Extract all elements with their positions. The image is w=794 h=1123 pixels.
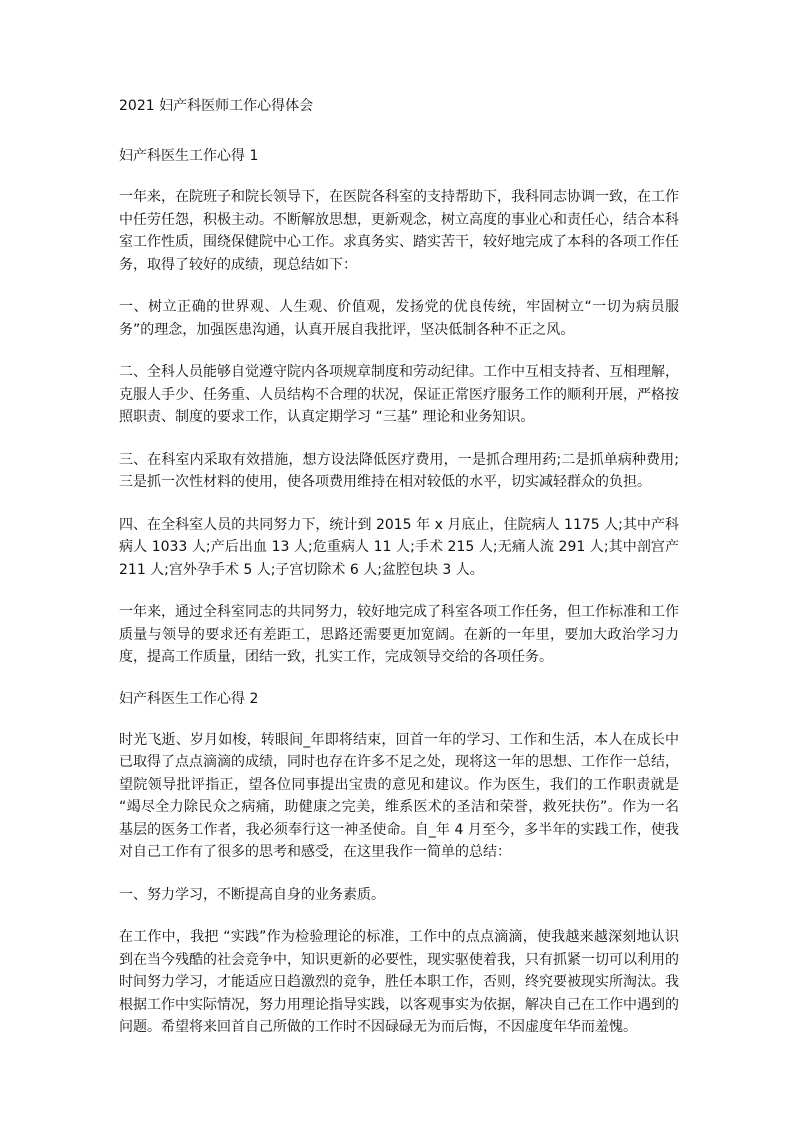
paragraph: 一年来，通过全科室同志的共同努力，较好地完成了科室各项工作任务，但工作标准和工作质量与领导的要求还有差距工，思路还需要更加宽阔。在新的一年里，要加大政治学习力度，提高工作质量，团结一致，扎实工作，完成领导交给的各项任务。 [119,604,679,665]
document-page [119,96,679,1059]
document-title: 2021 妇产科医师工作心得体会 [119,98,314,114]
paragraph: 二、全科人员能够自觉遵守院内各项规章制度和劳动纪律。工作中互相支持者、互相理解，克服人手少、任务重、人员结构不合理的状况，保证正常医疗服务工作的顺利开展，严格按照职责、制度的要求工作，认真定期学习 “三基” 理论和业务知识。 [119,364,679,425]
paragraph: 三、在科室内采取有效措施，想方设法降低医疗费用，一是抓合理用药;二是抓单病种费用;三是抓一次性材料的使用，使各项费用维持在相对较低的水平，切实减轻群众的负担。 [119,451,679,490]
section-heading-1: 妇产科医生工作心得 1 [119,148,259,164]
paragraph: 在工作中，我把 “实践”作为检验理论的标准，工作中的点点滴滴，使我越来越深刻地认识到在当今残酷的社会竞争中，知识更新的必要性，现实驱使着我，只有抓紧一切可以利用的时间努力学习，才能适应日趋激烈的竞争，胜任本职工作，否则，终究要被现实所淘汰。我根据工作中实际情况，努力用理论指导实践，以客观事实为依据，解决自己在工作中遇到的问题。希望将来回首自己所做的工作时不因碌碌无为而后悔，不因虚度年华而羞愧。 [119,929,679,1035]
paragraph: 一、树立正确的世界观、人生观、价值观，发扬党的优良传统，牢固树立“一切为病员服务”的理念，加强医患沟通，认真开展自我批评，坚决低制各种不正之风。 [119,299,679,338]
paragraph: 时光飞逝、岁月如梭，转眼间_年即将结束，回首一年的学习、工作和生活，本人在成长中已取得了点点滴滴的成绩，同时也存在许多不足之处，现将这一年的思想、工作作一总结，望院领导批评指正，望各位同事提出宝贵的意见和建议。作为医生，我们的工作职责就是 “竭尽全力除民众之病痛，助健康之完美，维系医术的圣洁和荣誉，救死扶伤”。作为一名基层的医务工作者，我必须奉行这一神圣使命。自_年 4 月至今，多半年的实践工作，使我对自己工作有了很多的思考和感受，在这里我作一简单的总结： [119,731,679,860]
paragraph: 四、在全科室人员的共同努力下，统计到 2015 年 x 月底止，住院病人 1175 人;其中产科病人 1033 人;产后出血 13 人;危重病人 11 人;手术 215 人;无痛人流 291 人;其中剖宫产 211 人;宫外孕手术 5 人;子宫切除术 6 人;盆腔包块 3 人。 [119,516,679,578]
paragraph: 一年来，在院班子和院长领导下，在医院各科室的支持帮助下，我科同志协调一致，在工作中任劳任怨，积极主动。不断解放思想，更新观念，树立高度的事业心和责任心，结合本科室工作性质，围绕保健院中心工作。求真务实、踏实苦干，较好地完成了本科的各项工作任务，取得了较好的成绩，现总结如下： [119,189,679,273]
section-heading-2: 妇产科医生工作心得 2 [119,690,259,707]
paragraph: 一、努力学习，不断提高自身的业务素质。 [119,886,385,903]
